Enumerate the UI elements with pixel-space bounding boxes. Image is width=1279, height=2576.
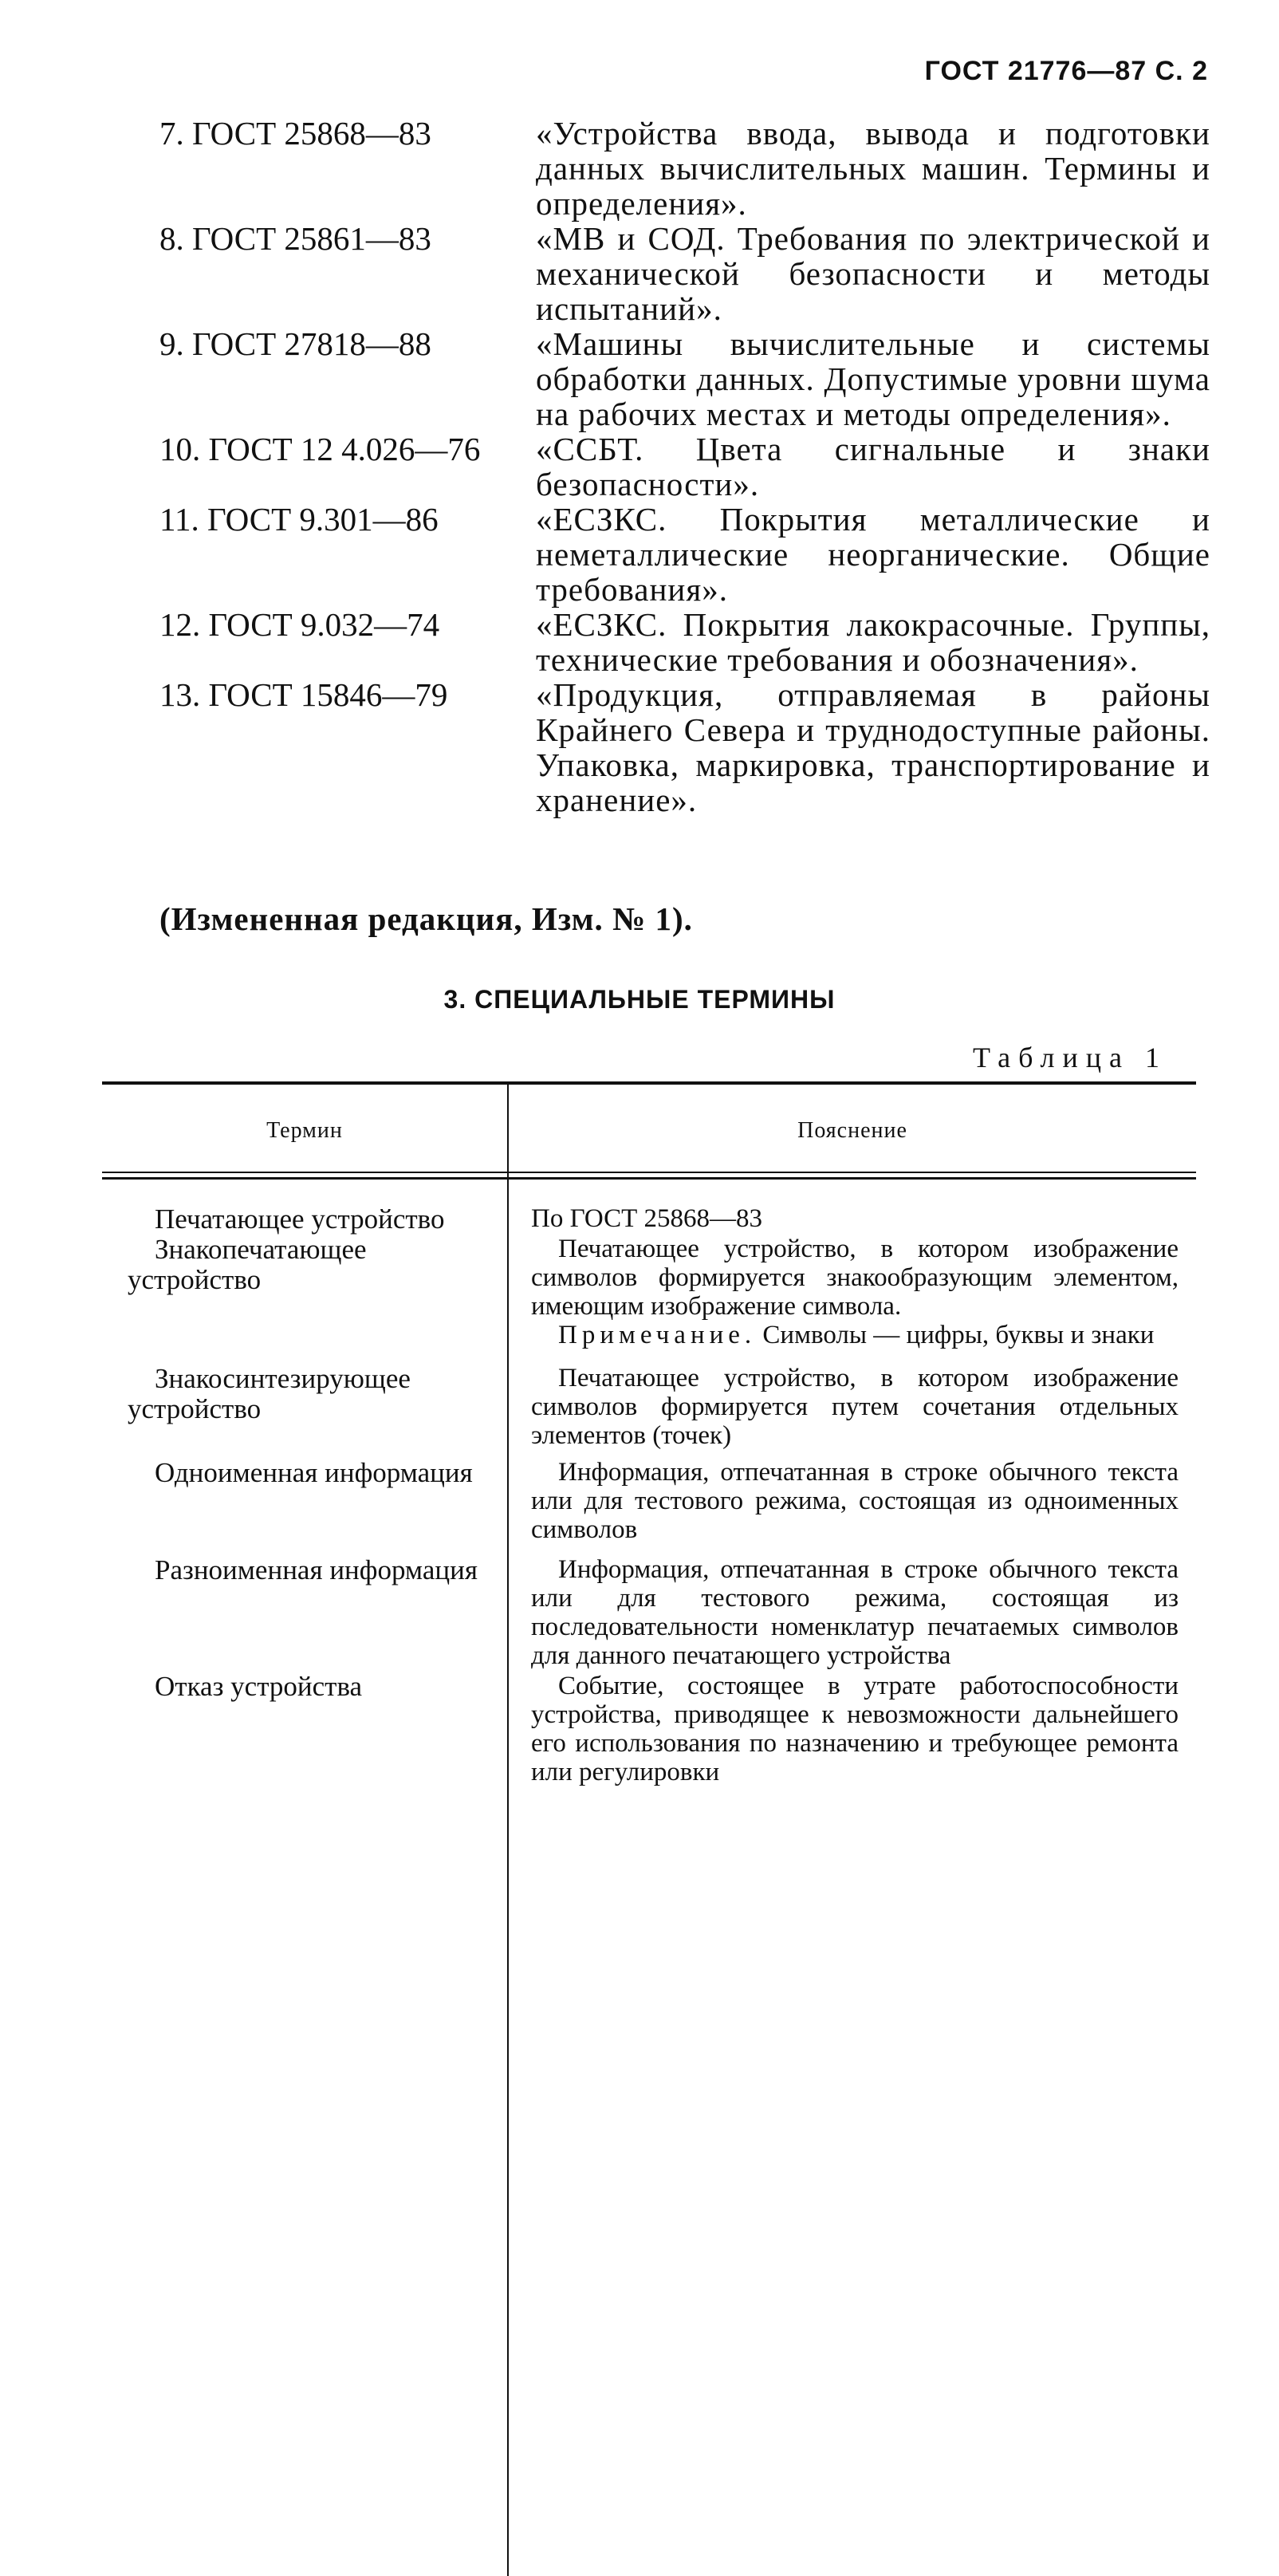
reference-number-code — [159, 326, 431, 361]
term-cell — [102, 1672, 507, 1702]
term-cell — [102, 1364, 507, 1424]
term-cell — [102, 1235, 507, 1295]
reference-number-code — [159, 677, 447, 712]
reference-number-code — [159, 607, 439, 642]
reference-title: «ЕСЗКС. Покрытия лакокрасочные. Группы, технические требования и обозначения». — [536, 606, 1210, 678]
explanation-text: Информация, отпечатанная в строке обычного текста или для тестового режима, состоящая из одноименных символов — [531, 1458, 1179, 1544]
reference-item — [159, 502, 1210, 607]
reference-title: «ЕСЗКС. Покрытия металлические и неметаллические неорганические. Общие требования». — [536, 501, 1210, 608]
reference-code: ГОСТ 9.032—74 — [208, 606, 440, 643]
reference-code: ГОСТ 27818—88 — [192, 325, 431, 362]
reference-item — [159, 326, 1210, 431]
reference-number: 10. — [159, 431, 201, 467]
table-row — [102, 1555, 1196, 1670]
reference-code: ГОСТ 15846—79 — [208, 676, 448, 713]
section-title: 3. СПЕЦИАЛЬНЫЕ ТЕРМИНЫ — [443, 985, 836, 1014]
explanation-cell — [507, 1204, 1179, 1233]
reference-number: 11. — [159, 501, 199, 538]
table-row — [102, 1204, 1196, 1235]
note-label: Примечание. — [558, 1321, 757, 1349]
reference-code: ГОСТ 25868—83 — [192, 115, 431, 152]
table-header-rule-double — [102, 1177, 1196, 1180]
explanation-cell — [507, 1672, 1179, 1786]
term-text: Печатающее устройство — [155, 1203, 445, 1235]
amendment-note: (Измененная редакция, Изм. № 1). — [159, 900, 693, 937]
reference-number: 12. — [159, 606, 201, 643]
reference-title: «МВ и СОД. Требования по электрической и механической безопасности и методы испытаний». — [536, 220, 1210, 327]
table-header-rule — [102, 1172, 1196, 1173]
term-cell — [102, 1458, 507, 1488]
page-header: ГОСТ 21776—87 С. 2 — [924, 56, 1208, 86]
table-header-term: Термин — [266, 1118, 343, 1143]
reference-number-code — [159, 431, 480, 467]
table-top-rule — [102, 1081, 1196, 1085]
reference-item — [159, 607, 1210, 677]
reference-title: «Продукция, отправляемая в районы Крайнего Севера и труднодоступные районы. Упаковка, маркировка, транспортирование и хранение». — [536, 676, 1210, 818]
reference-code: ГОСТ 9.301—86 — [207, 501, 439, 538]
table-row — [102, 1458, 1196, 1544]
reference-number-code — [159, 502, 439, 537]
explanation-text: Событие, состоящее в утрате работоспособности устройства, приводящее к невозможности дальнейшего его использования по назначению и требующее ремонта или регулировки — [531, 1672, 1179, 1786]
explanation-cell — [507, 1555, 1179, 1670]
reference-number: 9. — [159, 325, 184, 362]
explanation-text: Печатающее устройство, в котором изображение символов формируется знакообразующим элементом, имеющим изображение символа. — [531, 1235, 1179, 1321]
reference-title: «Машины вычислительные и системы обработки данных. Допустимые уровни шума на рабочих местах и методы определения». — [536, 325, 1210, 432]
table-row — [102, 1364, 1196, 1450]
table-row — [102, 1235, 1196, 1349]
reference-number: 8. — [159, 220, 184, 257]
term-text: Разноименная информация — [155, 1554, 478, 1585]
reference-number: 13. — [159, 676, 201, 713]
term-text: Знакосинтезирующее устройство — [128, 1363, 411, 1424]
table-caption: Таблица 1 — [973, 1042, 1167, 1073]
reference-code: ГОСТ 12 4.026—76 — [208, 431, 481, 467]
reference-item — [159, 116, 1210, 221]
explanation-cell — [507, 1458, 1179, 1544]
explanation-text: Печатающее устройство, в котором изображение символов формируется путем сочетания отдельных элементов (точек) — [531, 1364, 1179, 1450]
reference-number-code — [159, 116, 431, 151]
note — [531, 1321, 1179, 1349]
explanation-text: Информация, отпечатанная в строке обычного текста или для тестового режима, состоящая из последовательности номенклатур печатаемых символов для данного печатающего устройства — [531, 1555, 1179, 1670]
table-row — [102, 1672, 1196, 1786]
note-text: Символы — цифры, буквы и знаки — [762, 1321, 1155, 1349]
reference-item — [159, 677, 1210, 817]
term-cell — [102, 1555, 507, 1585]
term-text: Отказ устройства — [155, 1671, 363, 1702]
explanation-cell — [507, 1364, 1179, 1450]
reference-list — [159, 116, 1210, 817]
reference-number: 7. — [159, 115, 184, 152]
reference-title: «Устройства ввода, вывода и подготовки данных вычислительных машин. Термины и определения». — [536, 115, 1210, 222]
explanation-text: По ГОСТ 25868—83 — [531, 1204, 762, 1233]
terms-table-body — [102, 1204, 1196, 1786]
reference-title: «ССБТ. Цвета сигнальные и знаки безопасности». — [536, 431, 1210, 502]
reference-item — [159, 221, 1210, 326]
reference-number-code — [159, 221, 431, 256]
term-cell — [102, 1204, 507, 1235]
explanation-cell — [507, 1235, 1179, 1349]
term-text: Одноименная информация — [155, 1457, 473, 1488]
reference-code: ГОСТ 25861—83 — [192, 220, 431, 257]
reference-item — [159, 431, 1210, 502]
table-header-explanation: Пояснение — [797, 1118, 907, 1143]
term-text: Знакопечатающее устройство — [128, 1234, 367, 1295]
